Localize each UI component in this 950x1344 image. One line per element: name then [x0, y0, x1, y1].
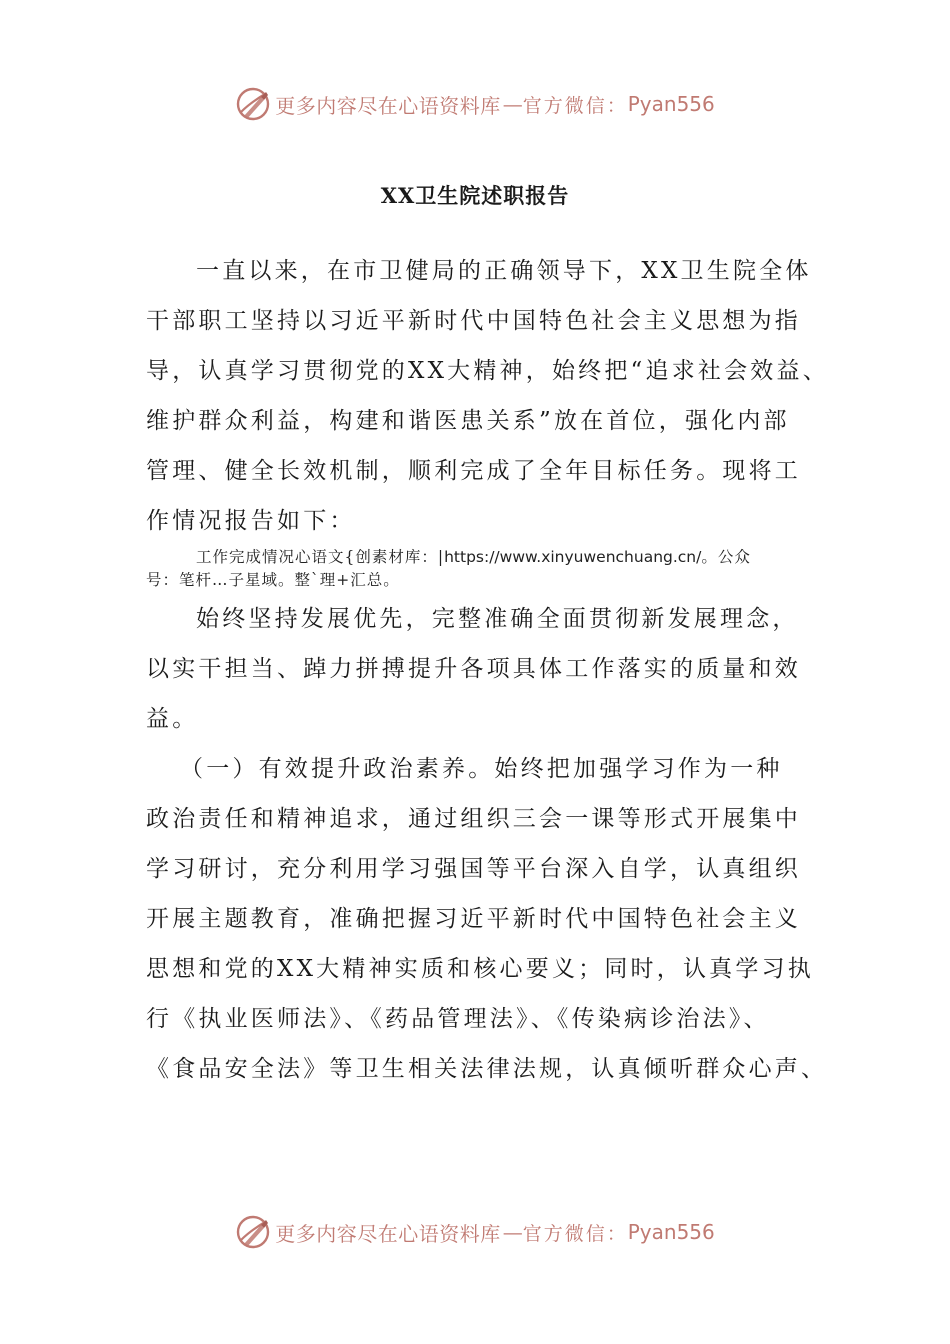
body-line: 益。: [146, 706, 199, 732]
body-line: 导，认真学习贯彻党的XX大精神，始终把“追求社会效益、: [146, 358, 829, 384]
source-note-text: 工作完成情况心语文{创素材库：|: [196, 548, 445, 566]
pen-logo-icon: [235, 86, 271, 122]
banner-brand-text: 更多内容尽在心语资料库: [275, 1221, 501, 1246]
body-line: 行《执业医师法》、《药品管理法》、《传染病诊治法》、: [146, 1006, 770, 1032]
body-line: 一直以来，在市卫健局的正确领导下，XX卫生院全体: [196, 258, 812, 284]
body-line: 思想和党的XX大精神实质和核心要义；同时，认真学习执: [146, 956, 814, 982]
banner-dash: —: [502, 92, 521, 116]
footer-watermark-banner: [0, 1212, 950, 1252]
source-note-text-end: 。公众: [701, 548, 751, 566]
body-line: 政治责任和精神追求，通过组织三会一课等形式开展集中: [146, 806, 801, 832]
body-line: 学习研讨，充分利用学习强国等平台深入自学，认真组织: [146, 856, 801, 882]
body-line: 以实干担当、踔力拼搏提升各项具体工作落实的质量和效: [146, 656, 801, 682]
banner-brand-text: 更多内容尽在心语资料库: [275, 93, 501, 118]
body-line: 《食品安全法》等卫生相关法律法规，认真倾听群众心声、: [146, 1056, 828, 1082]
section-heading-line: （一）有效提升政治素养。始终把加强学习作为一种: [180, 756, 783, 782]
banner-wechat-label: 官方微信：: [522, 94, 628, 117]
body-line: 干部职工坚持以习近平新时代中国特色社会主义思想为指: [146, 308, 801, 334]
banner-wechat-id: Pyan556: [627, 92, 715, 116]
document-title: XX卫生院述职报告: [380, 183, 570, 208]
header-watermark-banner: [0, 84, 950, 124]
body-line: 始终坚持发展优先，完整准确全面贯彻新发展理念，: [196, 606, 799, 632]
body-line: 作情况报告如下：: [146, 508, 356, 534]
banner-wechat-label: 官方微信：: [522, 1222, 628, 1245]
body-line: 管理、健全长效机制，顺利完成了全年目标任务。现将工: [146, 458, 801, 484]
banner-wechat-id: Pyan556: [627, 1220, 715, 1244]
source-note-line-1: [196, 547, 751, 567]
pen-logo-icon: [235, 1214, 271, 1250]
source-note-line-2: 号：笔杆…子星域。整`理+汇总。: [146, 571, 400, 589]
banner-dash: —: [502, 1220, 521, 1244]
source-note-url: https://www.xinyuwenchuang.cn/: [444, 548, 702, 566]
body-line: 维护群众利益，构建和谐医患关系”放在首位，强化内部: [146, 408, 790, 434]
body-line: 开展主题教育，准确把握习近平新时代中国特色社会主义: [146, 906, 801, 932]
